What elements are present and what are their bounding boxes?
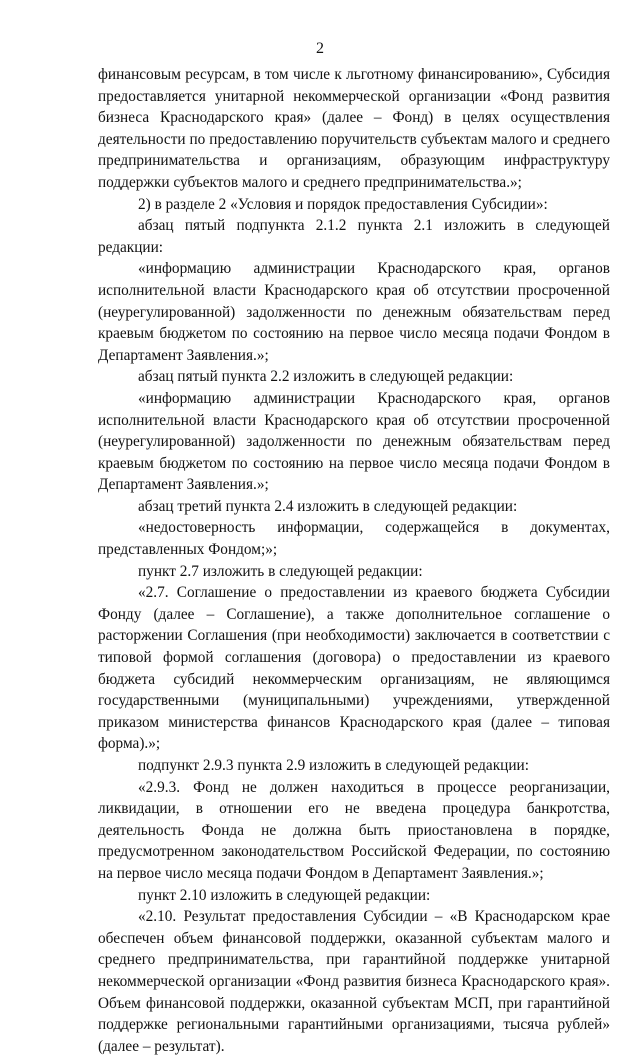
paragraph: «2.9.3. Фонд не должен находиться в процессе реорганизации, ликвидации, в отношении его не введена процедура банкротства, деятельность Фонда не должна быть приостановлена в порядке, предусмотренном законодательством Российской Федерации, по состоянию на первое число месяца подачи Фондом в Департамент Заявления.»;	[98, 778, 610, 882]
paragraph: «информацию администрации Краснодарского края, органов исполнительной власти Краснодарского края об отсутствии просроченной (неурегулированной) задолженности по денежным обязательствам перед краевым бюджетом по состоянию на первое число месяца подачи Фондом в Департамент Заявления.»;	[98, 389, 610, 494]
paragraph: «2.7. Соглашение о предоставлении из краевого бюджета Субсидии Фонду (далее – Соглашение), а также дополнительное соглашение о расторжении Соглашения (при необходимости) заключается в соответствии с типовой формой соглашения (договора) о предоставлении из краевого бюджета субсидий некоммерческим организациям, не являющимся государственными (муниципальными) учреждениями, утвержденной приказом министерства финансов Краснодарского края (далее – типовая форма).»;	[98, 584, 610, 753]
paragraph: подпункт 2.9.3 пункта 2.9 изложить в следующей редакции:	[138, 757, 529, 774]
paragraph: «информацию администрации Краснодарского края, органов исполнительной власти Краснодарского края об отсутствии просроченной (неурегулированной) задолженности по денежным обязательствам перед краевым бюджетом по состоянию на первое число месяца подачи Фондом в Департамент Заявления.»;	[98, 260, 610, 364]
paragraph: финансовым ресурсам, в том числе к льготному финансированию», Субсидия предоставляется унитарной некоммерческой организации «Фонд развития бизнеса Краснодарского края» (далее – Фонд) в целях осуществления деятельности по предоставлению поручительств субъектам малого и среднего предпринимательства и организациям, образующим инфраструктуру поддержки субъектов малого и среднего предпринимательства.»;	[98, 66, 610, 191]
paragraph: пункт 2.10 изложить в следующей редакции:	[138, 886, 431, 904]
paragraph: 2) в разделе 2 «Условия и порядок предоставления Субсидии»:	[138, 195, 548, 213]
paragraph: абзац пятый пункта 2.2 изложить в следующей редакции:	[138, 368, 514, 386]
paragraph: «2.10. Результат предоставления Субсидии – «В Краснодарском крае обеспечен объем финансовой поддержки, оказанной субъектам малого и среднего предпринимательства, при гарантийной поддержке унитарной некоммерческой организации «Фонд развития бизнеса Краснодарского края». Объем финансовой поддержки, оказанной субъектам МСП, при гарантийной поддержке региональными гарантийными организациями, тысяча рублей» (далее – результат).	[98, 908, 610, 1055]
document-body	[98, 64, 610, 1057]
page-number: 2	[316, 40, 324, 57]
paragraph: абзац третий пункта 2.4 изложить в следующей редакции:	[138, 497, 518, 515]
paragraph: абзац пятый подпункта 2.1.2 пункта 2.1 изложить в следующей редакции:	[98, 217, 610, 256]
paragraph: пункт 2.7 изложить в следующей редакции:	[138, 562, 423, 580]
paragraph: «недостоверность информации, содержащейся в документах, представленных Фондом;»;	[98, 519, 610, 559]
